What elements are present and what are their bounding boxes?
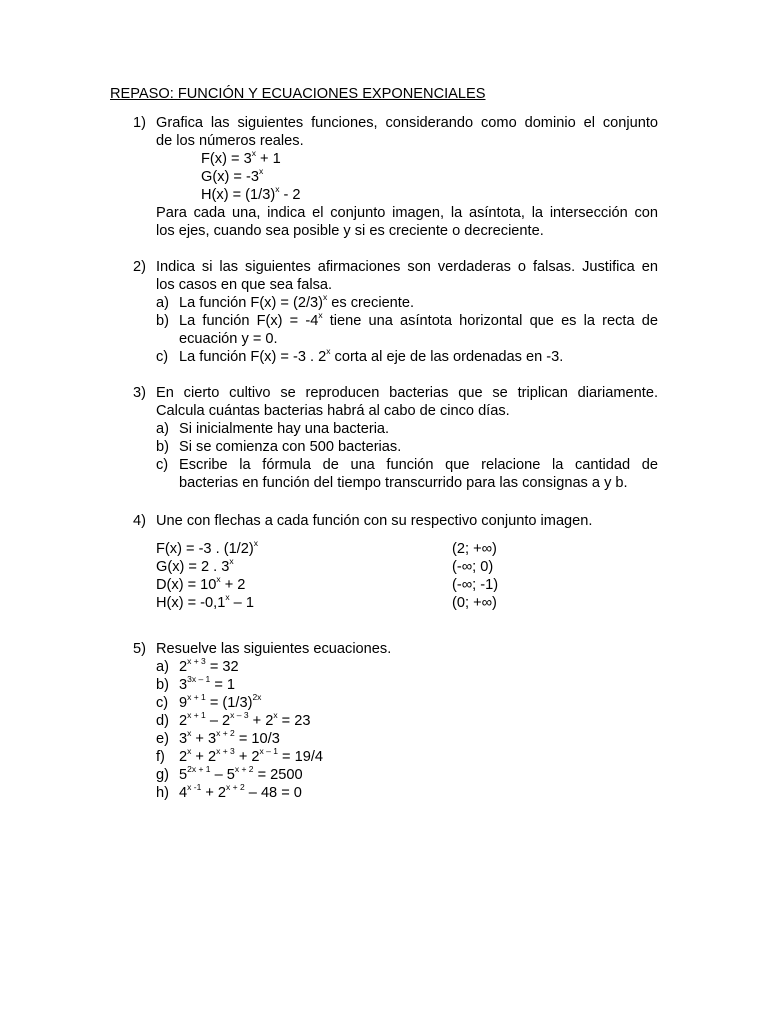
question-2-line-1: Indica si las siguientes afirmaciones son verdaderas o falsas. Justifica en	[156, 259, 658, 275]
question-5-number: 5)	[133, 641, 146, 657]
equation-h: $4^{x -1} + 2^{x + 2} - 48 = 0$	[179, 782, 302, 801]
question-3b-text: Si se comienza con 500 bacterias.	[179, 439, 402, 455]
equation-e: $3^x + 3^{x + 2} = 10/3$	[179, 728, 280, 747]
equation-a: $2^{x + 3} = 32$	[179, 656, 239, 675]
equation-b-label: b)	[156, 677, 169, 693]
question-3-line-2: Calcula cuántas bacterias habrá al cabo de cinco días.	[156, 403, 510, 419]
question-3c-text: Escribe la fórmula de una función que relacione la cantidad de	[179, 457, 658, 473]
question-1-line-2: de los números reales.	[156, 133, 304, 149]
question-3b-label: b)	[156, 439, 169, 455]
equation-d: $2^{x + 1} - 2^{x - 3} + 2^x = 23$	[179, 710, 311, 729]
question-4-function-f: F(x) = -3 . $(1/2)^x$	[156, 538, 258, 557]
question-1-line-3: Para cada una, indica el conjunto imagen, la asíntota, la intersección con	[156, 205, 658, 221]
question-4-function-g: G(x) = 2 . 3$^x$	[156, 556, 234, 575]
question-2c-label: c)	[156, 349, 169, 365]
question-4-number: 4)	[133, 513, 146, 529]
question-4-range-4: (0; +∞)	[452, 595, 497, 611]
question-2a-label: a)	[156, 295, 169, 311]
page-title: REPASO: FUNCIÓN Y ECUACIONES EXPONENCIALES	[110, 86, 486, 102]
equation-f: $2^x + 2^{x + 3} + 2^{x - 1} = 19/4$	[179, 746, 324, 765]
equation-g: $5^{2x + 1} - 5^{x + 2} = 2500$	[179, 764, 303, 783]
question-1-function-h: $H(x) = (1/3)^x - 2$	[201, 184, 301, 203]
question-4-range-1: (2; +∞)	[452, 541, 497, 557]
question-4-range-2: (-∞; 0)	[452, 559, 494, 575]
question-3-number: 3)	[133, 385, 146, 401]
question-3c-text-cont: bacterias en función del tiempo transcurrido para las consignas a y b.	[179, 475, 628, 491]
equation-c-label: c)	[156, 695, 169, 711]
question-1-line-1: Grafica las siguientes funciones, considerando como dominio el conjunto	[156, 115, 658, 131]
question-1-number: 1)	[133, 115, 146, 131]
question-4-function-h: $H(x) = -0,1^x - 1$	[156, 592, 254, 611]
question-3c-label: c)	[156, 457, 169, 473]
question-5-line-1: Resuelve las siguientes ecuaciones.	[156, 641, 392, 657]
question-1-function-f: $F(x) = 3^x + 1$	[201, 148, 281, 167]
question-1-line-4: los ejes, cuando sea posible y si es creciente o decreciente.	[156, 223, 544, 239]
question-2b-text: La función $F(x) = -4^x$ tiene una asíntota horizontal que es la recta de	[179, 310, 658, 329]
equation-g-label: g)	[156, 767, 169, 783]
question-1-function-g: $G(x) = -3^x$	[201, 166, 264, 185]
question-4-line-1: Une con flechas a cada función con su respectivo conjunto imagen.	[156, 513, 593, 529]
equation-a-label: a)	[156, 659, 169, 675]
question-3-line-1: En cierto cultivo se reproducen bacterias que se triplican diariamente.	[156, 385, 658, 401]
question-2-number: 2)	[133, 259, 146, 275]
equation-b: $3^{3x - 1} = 1$	[179, 674, 236, 693]
equation-h-label: h)	[156, 785, 169, 801]
question-4-range-3: (-∞; -1)	[452, 577, 499, 593]
question-3a-label: a)	[156, 421, 169, 437]
equation-e-label: e)	[156, 731, 169, 747]
question-3a-text: Si inicialmente hay una bacteria.	[179, 421, 390, 437]
equation-d-label: d)	[156, 713, 169, 729]
question-2b-label: b)	[156, 313, 169, 329]
equation-c: $9^{x + 1} = (1/3)^{2x}$	[179, 692, 262, 711]
equation-f-label: f)	[156, 749, 165, 765]
question-2a-text: La función $F(x) = (2/3)^x$ es creciente.	[179, 292, 415, 311]
question-4-function-d: $D(x) = 10^x + 2$	[156, 574, 246, 593]
question-2c-text: La función F(x) = -3 . 2$^x$ corta al eje de las ordenadas en -3.	[179, 346, 564, 365]
question-2b-text-cont: ecuación y = 0.	[179, 331, 278, 347]
question-2-line-2: los casos en que sea falsa.	[156, 277, 333, 293]
